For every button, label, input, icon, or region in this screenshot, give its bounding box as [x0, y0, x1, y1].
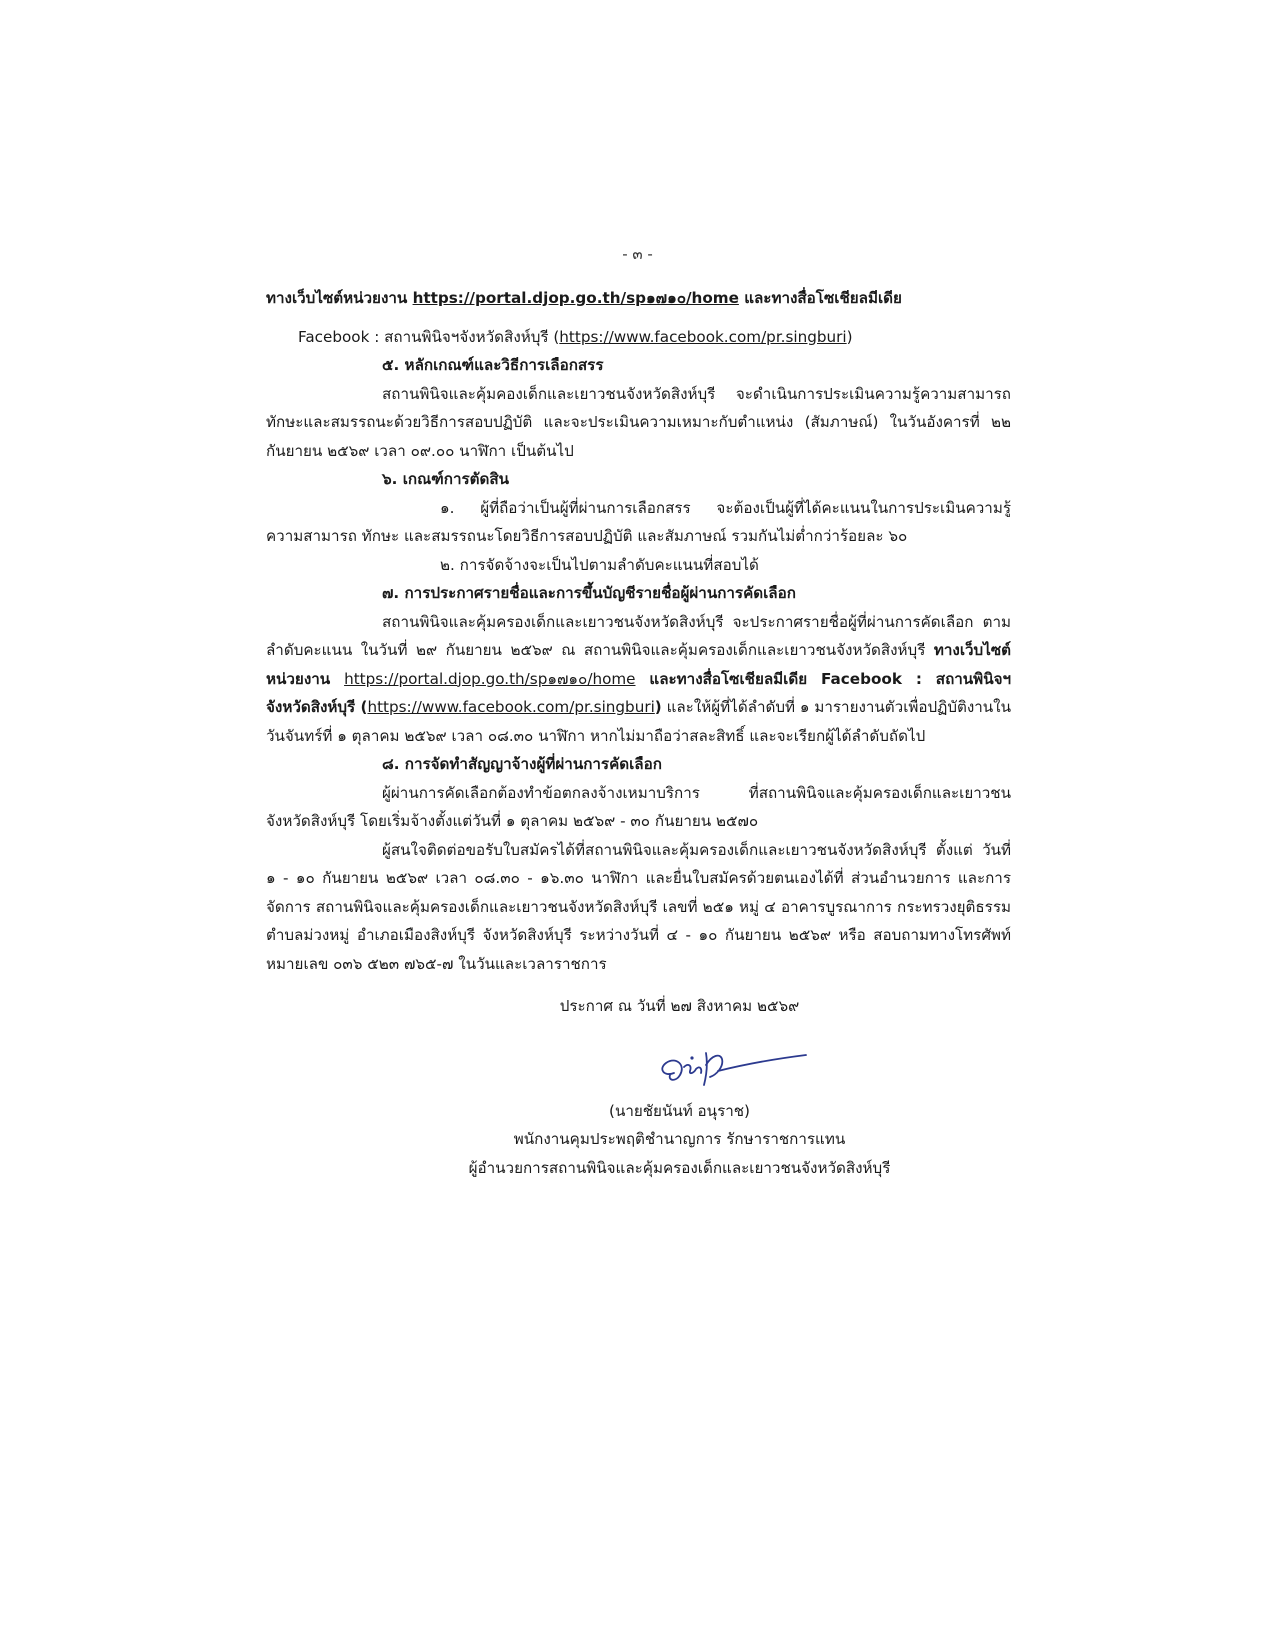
section7-body: [266, 608, 1011, 751]
facebook-suffix: ): [846, 327, 853, 346]
section8-body-1: ผู้ผ่านการคัดเลือกต้องทำข้อตกลงจ้างเหมาบริการ ที่สถานพินิจและคุ้มครองเด็กและเยาวชน จังหวัดสิงห์บุรี โดยเริ่มจ้างตั้งแต่วันที่ ๑ ตุลาคม ๒๕๖๙ - ๓๐ กันยายน ๒๕๗๐: [266, 783, 1011, 830]
section7-text-a: สถานพินิจและคุ้มครองเด็กและเยาวชนจังหวัดสิงห์บุรี จะประกาศรายชื่อผู้ที่ผ่านการคัดเลือก ตามลำดับคะแนน ในวันที่ ๒๙ กันยายน ๒๕๖๙ ณ สถานพินิจและคุ้มครองเด็กและเยาวชนจังหวัดสิงห์บุรี: [266, 612, 1011, 659]
section6-item-2: ๒. การจัดจ้างจะเป็นไปตามลำดับคะแนนที่สอบได้: [440, 555, 759, 574]
portal-link[interactable]: https://portal.djop.go.th/sp๑๗๑๐/home: [412, 289, 739, 307]
intro-prefix: ทางเว็บไซต์หน่วยงาน: [266, 289, 413, 307]
section8-body-2: ผู้สนใจติดต่อขอรับใบสมัครได้ที่สถานพินิจและคุ้มครองเด็กและเยาวชนจังหวัดสิงห์บุรี ตั้งแต่ วันที่ ๑ - ๑๐ กันยายน ๒๕๖๙ เวลา ๐๘.๓๐ - ๑๖.๓๐ นาฬิกา และยื่นใบสมัครด้วยตนเองได้ที่ ส่วนอำนวยการ และการจัดการ สถานพินิจและคุ้มครองเด็กและเยาวชนจังหวัดสิงห์บุรี เลขที่ ๒๕๑ หมู่ ๔ อาคารบูรณาการ กระทรวงยุติธรรม ตำบลม่วงหมู่ อำเภอเมืองสิงห์บุรี จังหวัดสิงห์บุรี ระหว่างวันที่ ๔ - ๑๐ กันยายน ๒๕๖๙ หรือ สอบถามทางโทรศัพท์หมายเลข ๐๓๖ ๕๒๓ ๗๖๕-๗ ในวันและเวลาราชการ: [266, 840, 1011, 973]
announcement-date: ประกาศ ณ วันที่ ๒๗ สิงหาคม ๒๕๖๙: [559, 997, 800, 1015]
section6-heading: ๖. เกณฑ์การตัดสิน: [382, 470, 510, 488]
section7-text-b: ทางเว็บไซต์หน่วยงาน: [266, 641, 1011, 688]
section7-text-g: และให้ผู้ที่ได้ลำดับที่ ๑ มารายงานตัวเพื่อปฏิบัติงานในวันจันทร์ที่ ๑ ตุลาคม ๒๕๖๙ เวลา ๐๘.๓๐ นาฬิกา หากไม่มาถือว่าสละสิทธิ์ และจะเรียกผู้ได้ลำดับถัดไป: [266, 698, 1011, 745]
signature-area: [266, 1021, 1011, 1097]
page-number: - ๓ -: [622, 245, 653, 263]
section7-text-d: และทางสื่อโซเชียลมีเดีย Facebook : สถานพินิจฯจังหวัดสิงห์บุรี (: [266, 669, 1012, 716]
section7-text-f: ): [654, 698, 662, 716]
intro-suffix: และทางสื่อโซเชียลมีเดีย: [738, 289, 902, 307]
signer-block: [266, 1097, 1011, 1183]
section5-heading: ๕. หลักเกณฑ์และวิธีการเลือกสรร: [382, 356, 604, 374]
section8-heading: ๘. การจัดทำสัญญาจ้างผู้ที่ผ่านการคัดเลือก: [382, 755, 662, 773]
section7-heading: ๗. การประกาศรายชื่อและการขึ้นบัญชีรายชื่อผู้ผ่านการคัดเลือก: [382, 584, 796, 602]
signer-position: พนักงานคุมประพฤติชำนาญการ รักษาราชการแทน: [513, 1130, 846, 1148]
facebook-prefix: Facebook : สถานพินิจฯจังหวัดสิงห์บุรี (: [298, 327, 560, 346]
intro-line-1: [266, 284, 1011, 313]
section7-portal-link[interactable]: https://portal.djop.go.th/sp๑๗๑๐/home: [344, 669, 636, 688]
signer-name: (นายชัยนันท์ อนุราช): [609, 1101, 750, 1120]
facebook-link[interactable]: https://www.facebook.com/pr.singburi: [559, 327, 847, 346]
section5-body: สถานพินิจและคุ้มคองเด็กและเยาวชนจังหวัดสิงห์บุรี จะดำเนินการประเมินความรู้ความสามารถ ทักษะและสมรรถนะด้วยวิธีการสอบปฏิบัติ และจะประเมินความเหมาะกับตำแหน่ง (สัมภาษณ์) ในวันอังคารที่ ๒๒ กันยายน ๒๕๖๙ เวลา ๐๙.๐๐ นาฬิกา เป็นต้นไป: [266, 384, 1011, 460]
intro-line-2: [266, 323, 1011, 352]
document-body: [266, 284, 1011, 1182]
handwritten-signature-icon: [646, 1025, 816, 1095]
section6-item-1: ๑. ผู้ที่ถือว่าเป็นผู้ที่ผ่านการเลือกสรร จะต้องเป็นผู้ที่ได้คะแนนในการประเมินความรู้ ความสามารถ ทักษะ และสมรรถนะโดยวิธีการสอบปฏิบัติ และสัมภาษณ์ รวมกันไม่ต่ำกว่าร้อยละ ๖๐: [266, 498, 1011, 545]
section7-facebook-link[interactable]: https://www.facebook.com/pr.singburi: [367, 698, 655, 716]
signer-office: ผู้อำนวยการสถานพินิจและคุ้มครองเด็กและเยาวชนจังหวัดสิงห์บุรี: [468, 1158, 891, 1177]
